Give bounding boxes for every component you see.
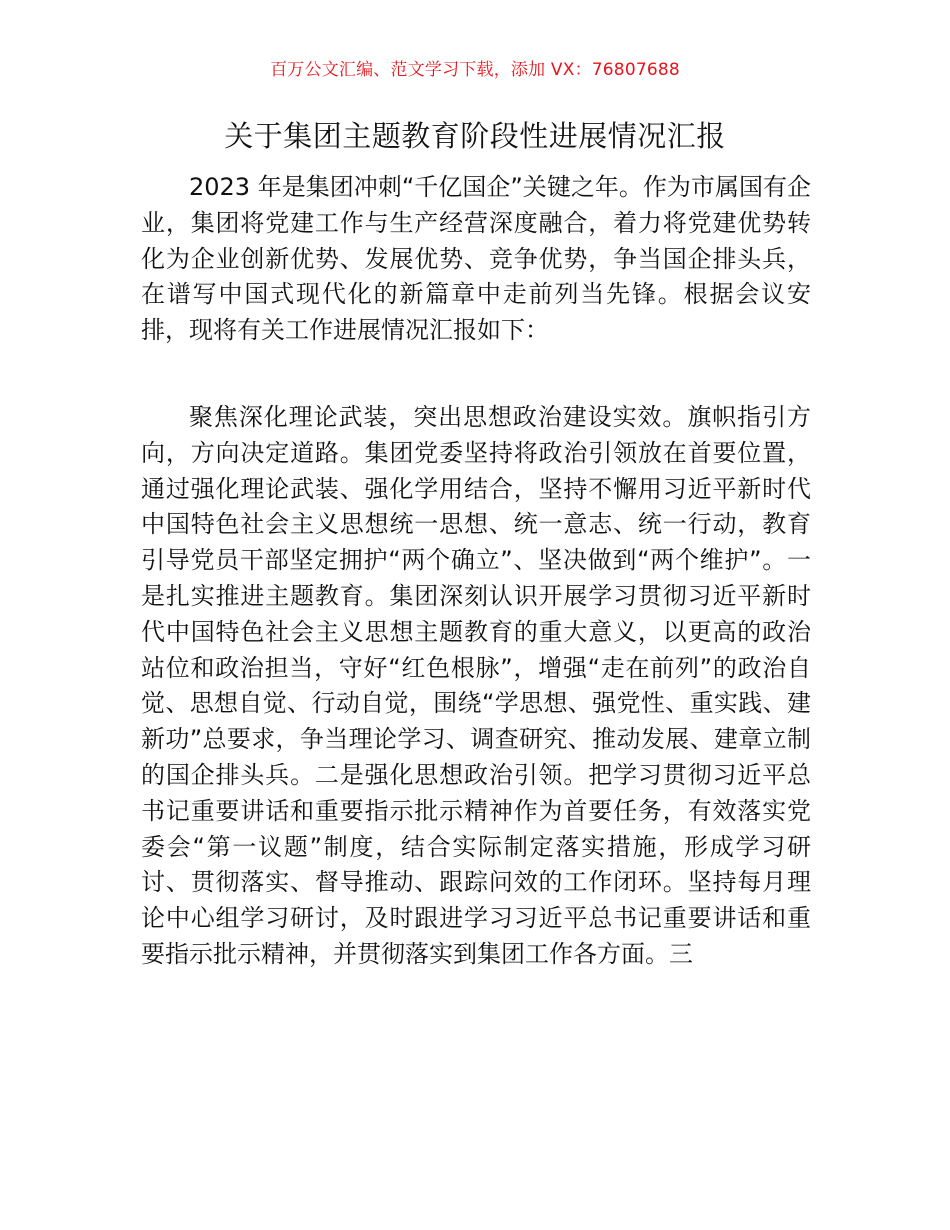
document-title: 关于集团主题教育阶段性进展情况汇报 bbox=[224, 119, 726, 153]
paragraph-intro: 2023 年是集团冲刺“千亿国企”关键之年。作为市属国有企业，集团将党建工作与生产经营深度融合，着力将党建优势转化为企业创新优势、发展优势、竞争优势，争当国企排头兵，在谱写中国式现代化的新篇章中走前列当先锋。根据会议安排，现将有关工作进展情况汇报如下： bbox=[141, 173, 811, 345]
paragraph-theory: 聚焦深化理论武装，突出思想政治建设实效。旗帜指引方向，方向决定道路。集团党委坚持将政治引领放在首要位置，通过强化理论武装、强化学用结合，坚持不懈用习近平新时代中国特色社会主义思想统一思想、统一意志、统一行动，教育引导党员干部坚定拥护“两个确立”、坚决做到“两个维护”。一是扎实推进主题教育。集团深刻认识开展学习贯彻习近平新时代中国特色社会主义思想主题教育的重大意义，以更高的政治站位和政治担当，守好“红色根脉”，增强“走在前列”的政治自觉、思想自觉、行动自觉，围绕“学思想、强党性、重实践、建新功”总要求，争当理论学习、调查研究、推动发展、建章立制的国企排头兵。二是强化思想政治引领。把学习贯彻习近平总书记重要讲话和重要指示批示精神作为首要任务，有效落实党委会“第一议题”制度，结合实际制定落实措施，形成学习研讨、贯彻落实、督导推动、跟踪问效的工作闭环。坚持每月理论中心组学习研讨，及时跟进学习习近平总书记重要讲话和重要指示批示精神，并贯彻落实到集团工作各方面。三 bbox=[141, 403, 811, 968]
header-banner: 百万公文汇编、范文学习下载，添加 VX：76807688 bbox=[270, 60, 680, 80]
